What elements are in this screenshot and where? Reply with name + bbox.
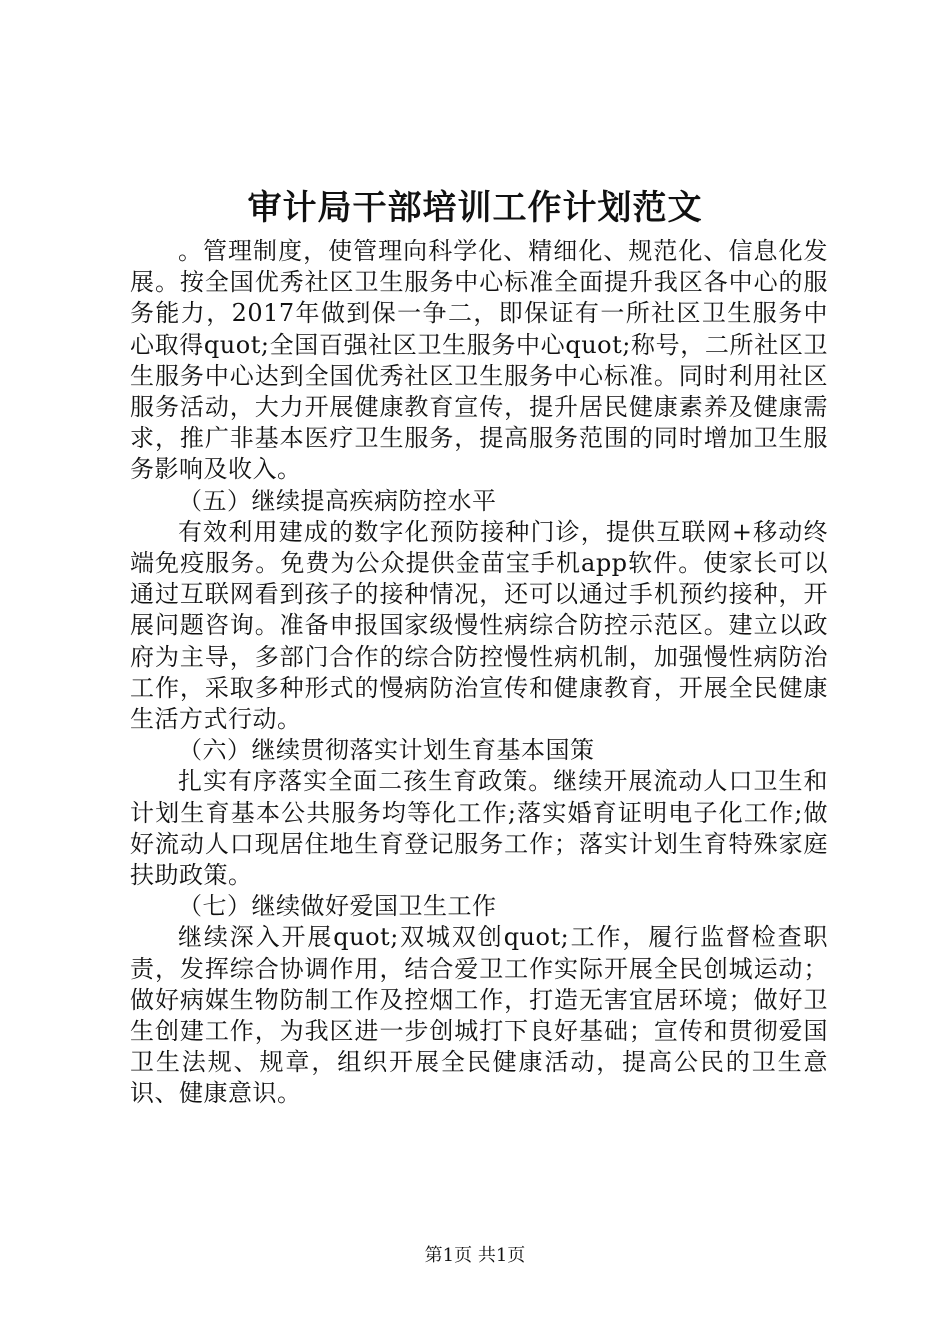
paragraph: 有效利用建成的数字化预防接种门诊，提供互联网+移动终端免疫服务。免费为公众提供金苗宝手机app软件。使家长可以通过互联网看到孩子的接种情况，还可以通过手机预约接种，开展问题咨询。准备申报国家级慢性病综合防控示范区。建立以政府为主导，多部门合作的综合防控慢性病机制，加强慢性病防治工作，采取多种形式的慢病防治宣传和健康教育，开展全民健康生活方式行动。 bbox=[130, 517, 828, 734]
section-heading: （六）继续贯彻落实计划生育基本国策 bbox=[178, 736, 595, 765]
section-heading: （七）继续做好爱国卫生工作 bbox=[178, 892, 497, 921]
paragraph: 继续深入开展quot;双城双创quot;工作，履行监督检查职责，发挥综合协调作用，结合爱卫工作实际开展全民创城运动；做好病媒生物防制工作及控烟工作，打造无害宜居环境；做好卫生创建工作，为我区进一步创城打下良好基础；宣传和贯彻爱国卫生法规、规章，组织开展全民健康活动，提高公民的卫生意识、健康意识。 bbox=[130, 923, 828, 1108]
page-footer: 第1页 共1页 bbox=[424, 1245, 526, 1266]
section-heading: （五）继续提高疾病防控水平 bbox=[178, 486, 497, 515]
paragraph: 扎实有序落实全面二孩生育政策。继续开展流动人口卫生和计划生育基本公共服务均等化工作;落实婚育证明电子化工作;做好流动人口现居住地生育登记服务工作；落实计划生育特殊家庭扶助政策。 bbox=[130, 767, 828, 890]
document-body bbox=[130, 236, 828, 1110]
document-title: 审计局干部培训工作计划范文 bbox=[247, 188, 703, 228]
paragraph: 。管理制度，使管理向科学化、精细化、规范化、信息化发展。按全国优秀社区卫生服务中心标准全面提升我区各中心的服务能力，2017年做到保一争二，即保证有一所社区卫生服务中心取得quot;全国百强社区卫生服务中心quot;称号，二所社区卫生服务中心达到全国优秀社区卫生服务中心标准。同时利用社区服务活动，大力开展健康教育宣传，提升居民健康素养及健康需求，推广非基本医疗卫生服务，提高服务范围的同时增加卫生服务影响及收入。 bbox=[130, 237, 828, 484]
